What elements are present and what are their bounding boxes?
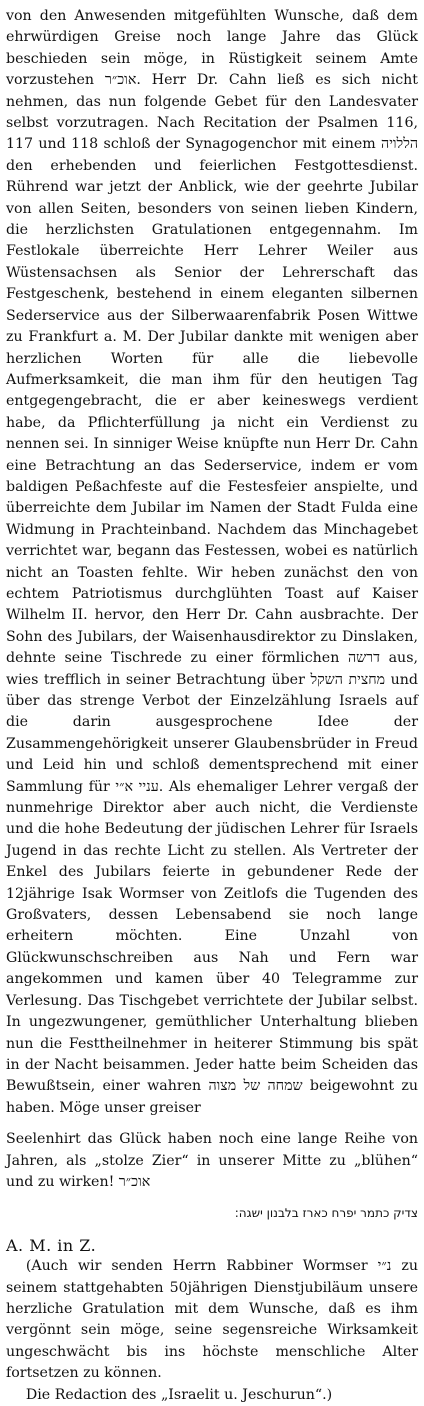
editorial-note xyxy=(6,1256,418,1406)
article-paragraph-closing: Seelenhirt das Glück haben noch eine lange Reihe von Jahren, als „stolze Zier“ in unserer Mitte zu „blühen“ und zu wirken! אוכ״ר xyxy=(6,1131,418,1190)
editorial-note-text: (Auch wir senden Herrn Rabbiner Wormser נ״י zu seinem stattgehabten 50jährigen Dienstjubiläum unsere herzliche Gratulation mit dem Wunsche, daß es ihm vergönnt sein möge, seine segensreiche Wirksamkeit ungeschwächt bis ins höchste menschliche Alter fortsetzen zu können. xyxy=(6,1258,418,1382)
article-paragraph-main: von den Anwesenden mitgefühlten Wunsche, daß dem ehrwürdigen Greise noch lange Jahre das Glück beschieden sein möge, in Rüstigkeit seinem Amte vorzustehen אוכ״ר. Herr Dr. Cahn ließ es sich nicht nehmen, das nun folgende Gebet für den Landesvater selbst vorzutragen. Nach Recitation der Psalmen 116, 117 und 118 schloß der Synagogenchor mit einem הללויה den erhebenden und feierlichen Festgottesdienst. Rührend war jetzt der Anblick, wie der geehrte Jubilar von allen Seiten, besonders von seinen lieben Kindern, die herzlichsten Gratulationen entgegennahm. Im Festlokale überreichte Herr Lehrer Weiler aus Wüstensachsen als Senior der Lehrerschaft das Festgeschenk, bestehend in einem eleganten silbernen Sederservice aus der Silberwaarenfabrik Posen Wittwe zu Frankfurt a. M. Der Jubilar dankte mit wenigen aber herzlichen Worten für alle die liebevolle Aufmerksamkeit, die man ihm für den heutigen Tag entgegengebracht, die er aber keineswegs verdient habe, da Pflichterfüllung ja nicht ein Verdienst zu nennen sei. In sinniger Weise knüpfte nun Herr Dr. Cahn eine Betrachtung an das Sederservice, indem er vom baldigen Peßachfeste auf die Festesfeier anspielte, und überreichte dem Jubilar im Namen der Stadt Fulda eine Widmung in Prachteinband. Nachdem das Minchagebet verrichtet war, begann das Festessen, wobei es natürlich nicht an Toasten fehlte. Wir heben zunächst den von echtem Patriotismus durchglühten Toast auf Kaiser Wilhelm II. hervor, den Herr Dr. Cahn ausbrachte. Der Sohn des Jubilars, der Waisenhausdirektor zu Dinslaken, dehnte seine Tischrede zu einer förmlichen דרשה aus, wies trefflich in seiner Betrachtung über מחצית השקל und über das strenge Verbot der Einzelzählung Israels auf die darin ausgesprochene Idee der Zusammengehörigkeit unserer Glaubensbrüder in Freud und Leid hin und schloß dementsprechend mit einer Sammlung für עניי א״י. Als ehemaliger Lehrer vergaß der nunmehrige Direktor aber auch nicht, die Verdienste und die hohe Bedeutung der jüdischen Lehrer für Israels Jugend in das rechte Licht zu stellen. Als Vertreter der Enkel des Jubilars feierte in gebundener Rede der 12jährige Isak Wormser von Zeitlofs die Tugenden des Großvaters, dessen Lebensabend sie noch lange erheitern möchten. Eine Unzahl von Glückwunschschreiben aus Nah und Fern war angekommen und kamen über 40 Telegramme zur Verlesung. Das Tischgebet verrichtete der Jubilar selbst. In ungezwungener, gemüthlicher Unterhaltung blieben nun die Festtheilnehmer in heiterer Stimmung bis spät in der Nacht beisammen. Jeder hatte beim Scheiden das Bewußtsein, einer wahren שמחה של מצוה beigewohnt zu haben. Möge unser greiser xyxy=(6,8,419,1116)
editorial-note-signature: Die Redaction des „Israelit u. Jeschurun“.) xyxy=(25,1386,333,1403)
article-body xyxy=(6,6,418,1256)
article-signature: A. M. in Z. xyxy=(6,1235,97,1255)
hebrew-verse: צדיק כתמר יפרח כארז בלבנון ישגה: xyxy=(234,1206,418,1221)
